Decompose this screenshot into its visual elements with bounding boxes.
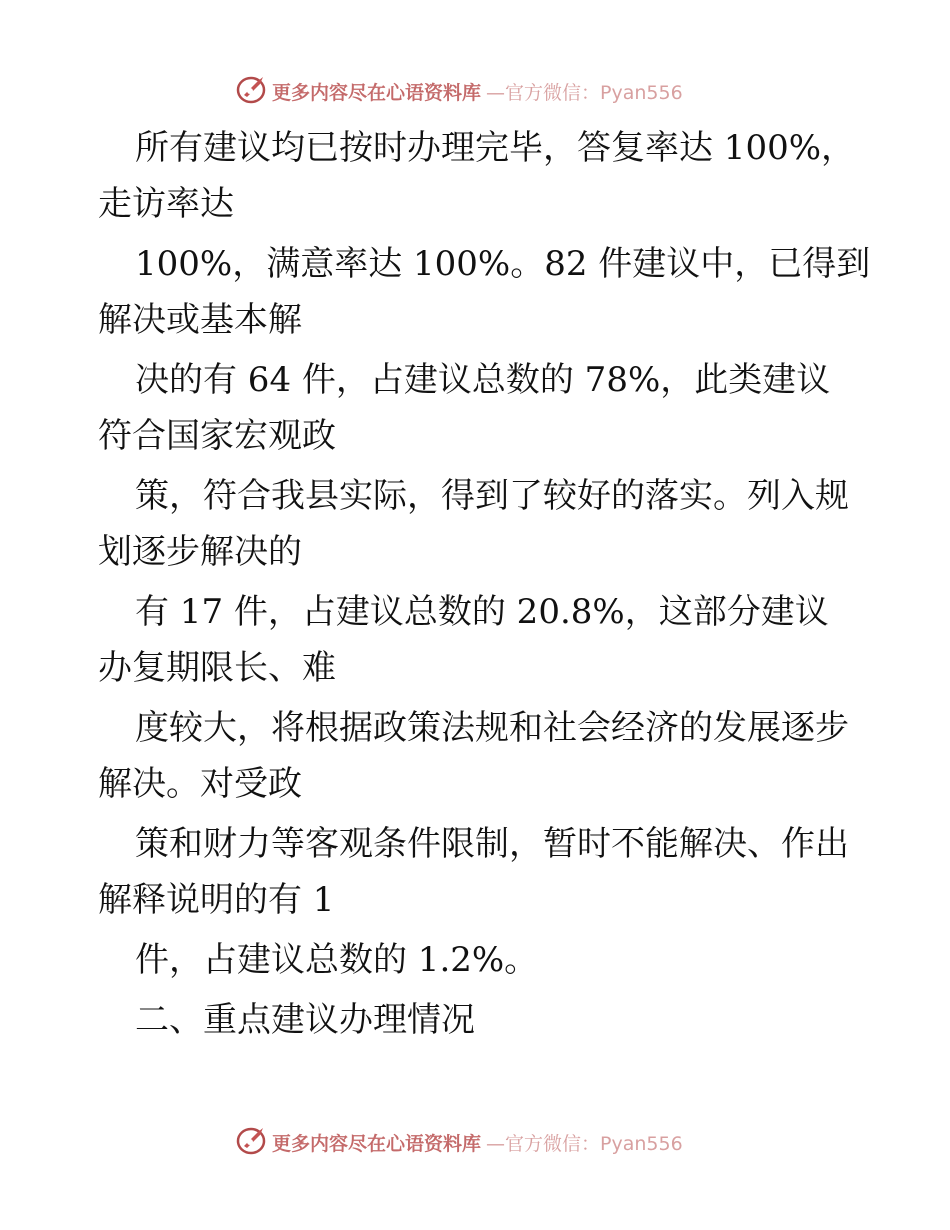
pen-logo-icon — [236, 1124, 270, 1156]
paragraph-line: 解决或基本解 — [98, 300, 302, 340]
header-banner — [0, 72, 950, 106]
paragraph-line: 策，符合我县实际，得到了较好的落实。列入规 — [135, 476, 849, 516]
header-banner-wechat: —官方微信：Pyan556 — [486, 82, 683, 104]
footer-banner-title: 更多内容尽在心语资料库 — [272, 1133, 482, 1155]
section-heading: 二、重点建议办理情况 — [135, 1000, 475, 1040]
paragraph-line: 办复期限长、难 — [98, 648, 336, 688]
paragraph-line: 走访率达 — [98, 184, 234, 224]
paragraph-line: 划逐步解决的 — [98, 532, 302, 572]
paragraph-line: 解决。对受政 — [98, 764, 302, 804]
paragraph-line: 策和财力等客观条件限制，暂时不能解决、作出 — [135, 824, 849, 864]
paragraph-line: 所有建议均已按时办理完毕，答复率达 100%， — [135, 128, 856, 168]
paragraph-line: 100%，满意率达 100%。82 件建议中，已得到 — [135, 244, 871, 284]
paragraph-line: 有 17 件，占建议总数的 20.8%，这部分建议 — [135, 592, 829, 632]
footer-banner-wechat: —官方微信：Pyan556 — [486, 1133, 683, 1155]
footer-banner — [0, 1123, 950, 1157]
pen-logo-icon — [236, 73, 270, 105]
paragraph-line: 件，占建议总数的 1.2%。 — [135, 940, 539, 980]
paragraph-line: 解释说明的有 1 — [98, 880, 335, 920]
paragraph-line: 决的有 64 件，占建议总数的 78%，此类建议 — [135, 360, 831, 400]
header-banner-title: 更多内容尽在心语资料库 — [272, 82, 482, 104]
paragraph-line: 度较大，将根据政策法规和社会经济的发展逐步 — [135, 708, 849, 748]
paragraph-line: 符合国家宏观政 — [98, 416, 336, 456]
